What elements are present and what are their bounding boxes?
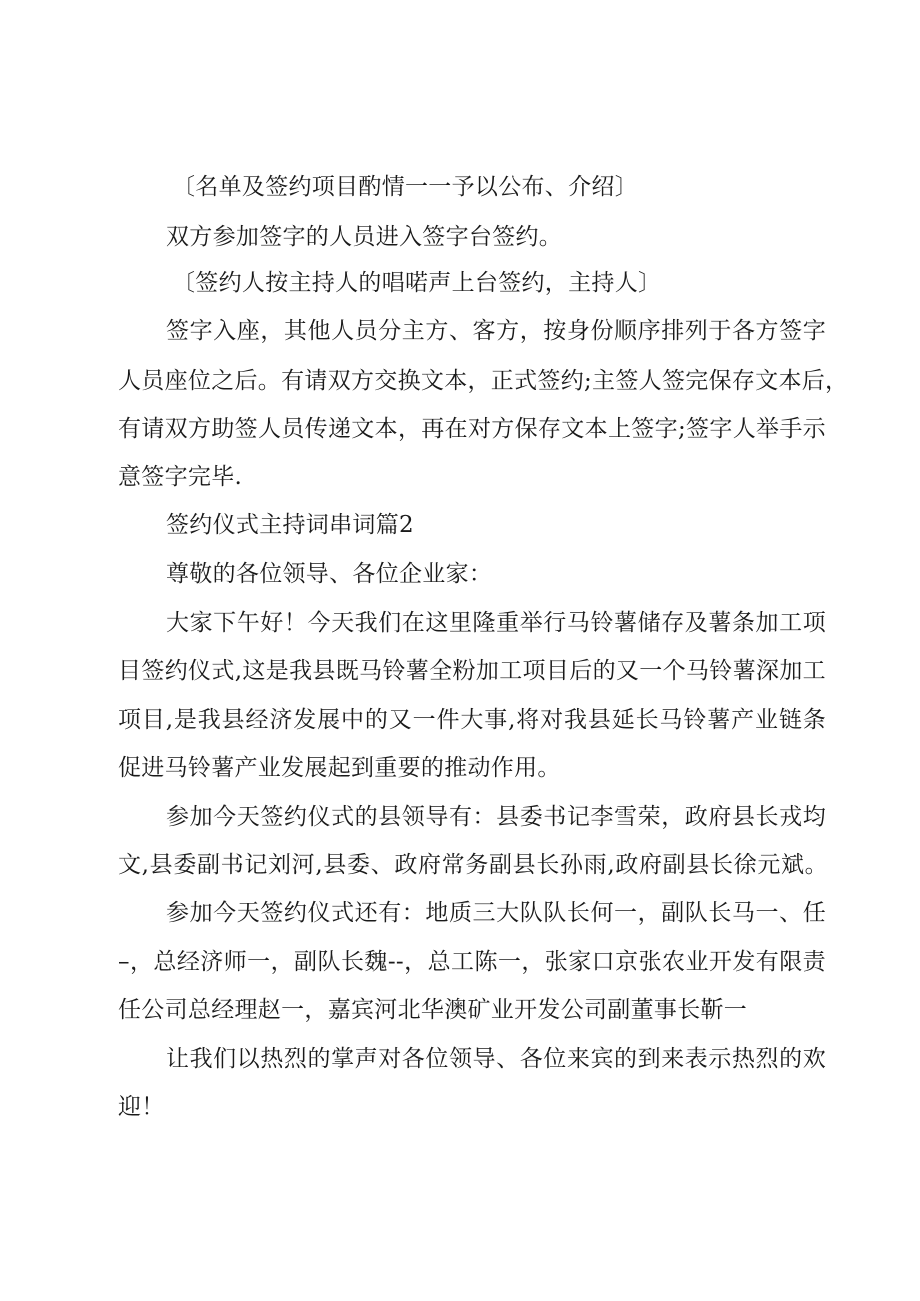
- line-16: 参加今天签约仪式还有：地质三大队队长何一，副队长马一、任: [166, 900, 826, 926]
- salutation: 尊敬的各位领导、各位企业家：: [166, 561, 493, 587]
- line-4: 签字入座，其他人员分主方、客方，按身份顺序排列于各方签字: [166, 318, 826, 344]
- line-14: 参加今天签约仪式的县领导有：县委书记李雪荣，政府县长戎均: [166, 804, 826, 830]
- line-3: 〔签约人按主持人的唱喏声上台签约，主持人〕: [172, 270, 662, 296]
- line-13: 促进马铃薯产业发展起到重要的推动作用。: [118, 755, 561, 781]
- line-10: 大家下午好！今天我们在这里隆重举行马铃薯储存及薯条加工项: [166, 610, 826, 636]
- line-20: 迎！: [118, 1094, 165, 1120]
- line-6: 有请双方助签人员传递文本，再在对方保存文本上签字;签字人举手示: [118, 416, 826, 442]
- line-18: 任公司总经理赵一，嘉宾河北华澳矿业开发公司副董事长靳一: [118, 997, 748, 1023]
- line-19: 让我们以热烈的掌声对各位领导、各位来宾的到来表示热烈的欢: [166, 1046, 826, 1072]
- line-1: 〔名单及签约项目酌情一一予以公布、介绍〕: [172, 174, 638, 200]
- section-heading: 签约仪式主持词串词篇2: [166, 512, 414, 538]
- line-2: 双方参加签字的人员进入签字台签约。: [166, 224, 563, 250]
- line-17: –，总经济师一，副队长魏--，总工陈一，张家口京张农业开发有限责: [118, 949, 826, 975]
- line-11: 目签约仪式,这是我县既马铃薯全粉加工项目后的又一个马铃薯深加工: [118, 658, 826, 684]
- line-15: 文,县委副书记刘河,县委、政府常务副县长孙雨,政府副县长徐元斌。: [118, 852, 828, 878]
- line-7: 意签字完毕.: [118, 464, 243, 490]
- line-5: 人员座位之后。有请双方交换文本，正式签约;主签人签完保存文本后，: [118, 368, 849, 394]
- line-12: 项目,是我县经济发展中的又一件大事,将对我县延长马铃薯产业链条: [118, 707, 826, 733]
